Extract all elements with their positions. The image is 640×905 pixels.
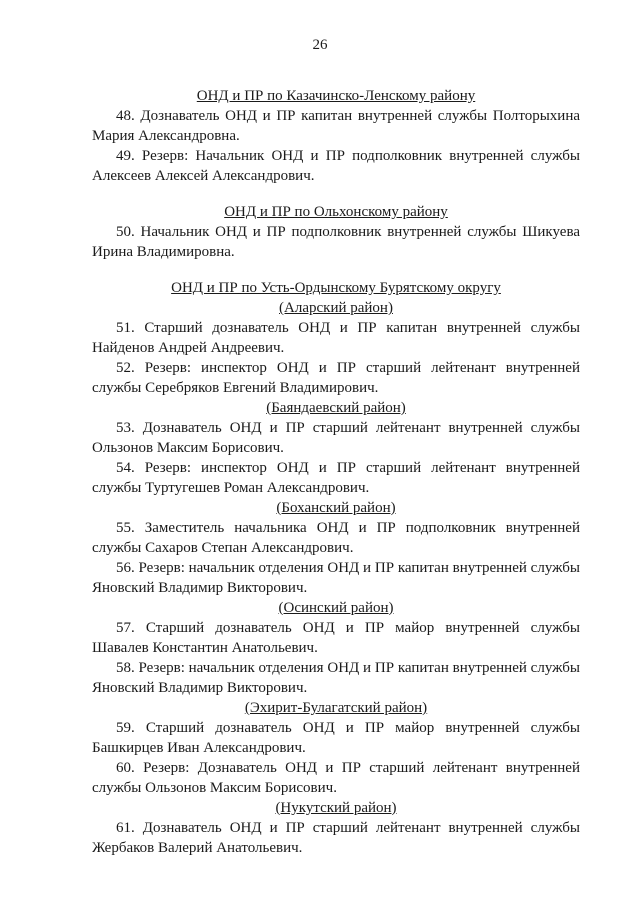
list-item: 59. Старший дознаватель ОНД и ПР майор внутренней службы Башкирцев Иван Александрович. (92, 720, 580, 756)
section-heading: ОНД и ПР по Ольхонскому району (224, 204, 448, 220)
page-number: 26 (312, 37, 328, 53)
subsection-heading: (Эхирит-Булагатский район) (244, 700, 428, 716)
list-item: 60. Резерв: Дознаватель ОНД и ПР старший лейтенант внутренней службы Ользонов Максим Борисович. (92, 760, 580, 796)
list-item: 61. Дознаватель ОНД и ПР старший лейтенант внутренней службы Жербаков Валерий Анатольевич. (92, 820, 580, 856)
list-item: 53. Дознаватель ОНД и ПР старший лейтенант внутренней службы Ользонов Максим Борисович. (92, 420, 580, 456)
document-body (92, 86, 580, 858)
list-item: 52. Резерв: инспектор ОНД и ПР старший лейтенант внутренней службы Серебряков Евгений Владимирович. (92, 360, 580, 396)
section-heading: ОНД и ПР по Казачинско-Ленскому району (196, 88, 476, 104)
list-item: 51. Старший дознаватель ОНД и ПР капитан внутренней службы Найденов Андрей Андреевич. (92, 320, 580, 356)
list-item: 54. Резерв: инспектор ОНД и ПР старший лейтенант внутренней службы Туртугешев Роман Александрович. (92, 460, 580, 496)
subsection-heading: (Осинский район) (278, 600, 394, 616)
list-item: 49. Резерв: Начальник ОНД и ПР подполковник внутренней службы Алексеев Алексей Александрович. (92, 148, 580, 184)
list-item: 50. Начальник ОНД и ПР подполковник внутренней службы Шикуева Ирина Владимировна. (92, 224, 580, 260)
list-item: 58. Резерв: начальник отделения ОНД и ПР капитан внутренней службы Яновский Владимир Викторович. (92, 660, 580, 696)
section-heading: ОНД и ПР по Усть-Ордынскому Бурятскому округу (171, 280, 501, 296)
subsection-heading: (Боханский район) (276, 500, 396, 516)
subsection-heading: (Нукутский район) (275, 800, 397, 816)
list-item: 48. Дознаватель ОНД и ПР капитан внутренней службы Полторыхина Мария Александровна. (92, 108, 580, 144)
subsection-heading: (Баяндаевский район) (266, 400, 406, 416)
list-item: 55. Заместитель начальника ОНД и ПР подполковник внутренней службы Сахаров Степан Александрович. (92, 520, 580, 556)
list-item: 56. Резерв: начальник отделения ОНД и ПР капитан внутренней службы Яновский Владимир Викторович. (92, 560, 580, 596)
subsection-heading: (Аларский район) (279, 300, 393, 316)
list-item: 57. Старший дознаватель ОНД и ПР майор внутренней службы Шавалев Константин Анатольевич. (92, 620, 580, 656)
